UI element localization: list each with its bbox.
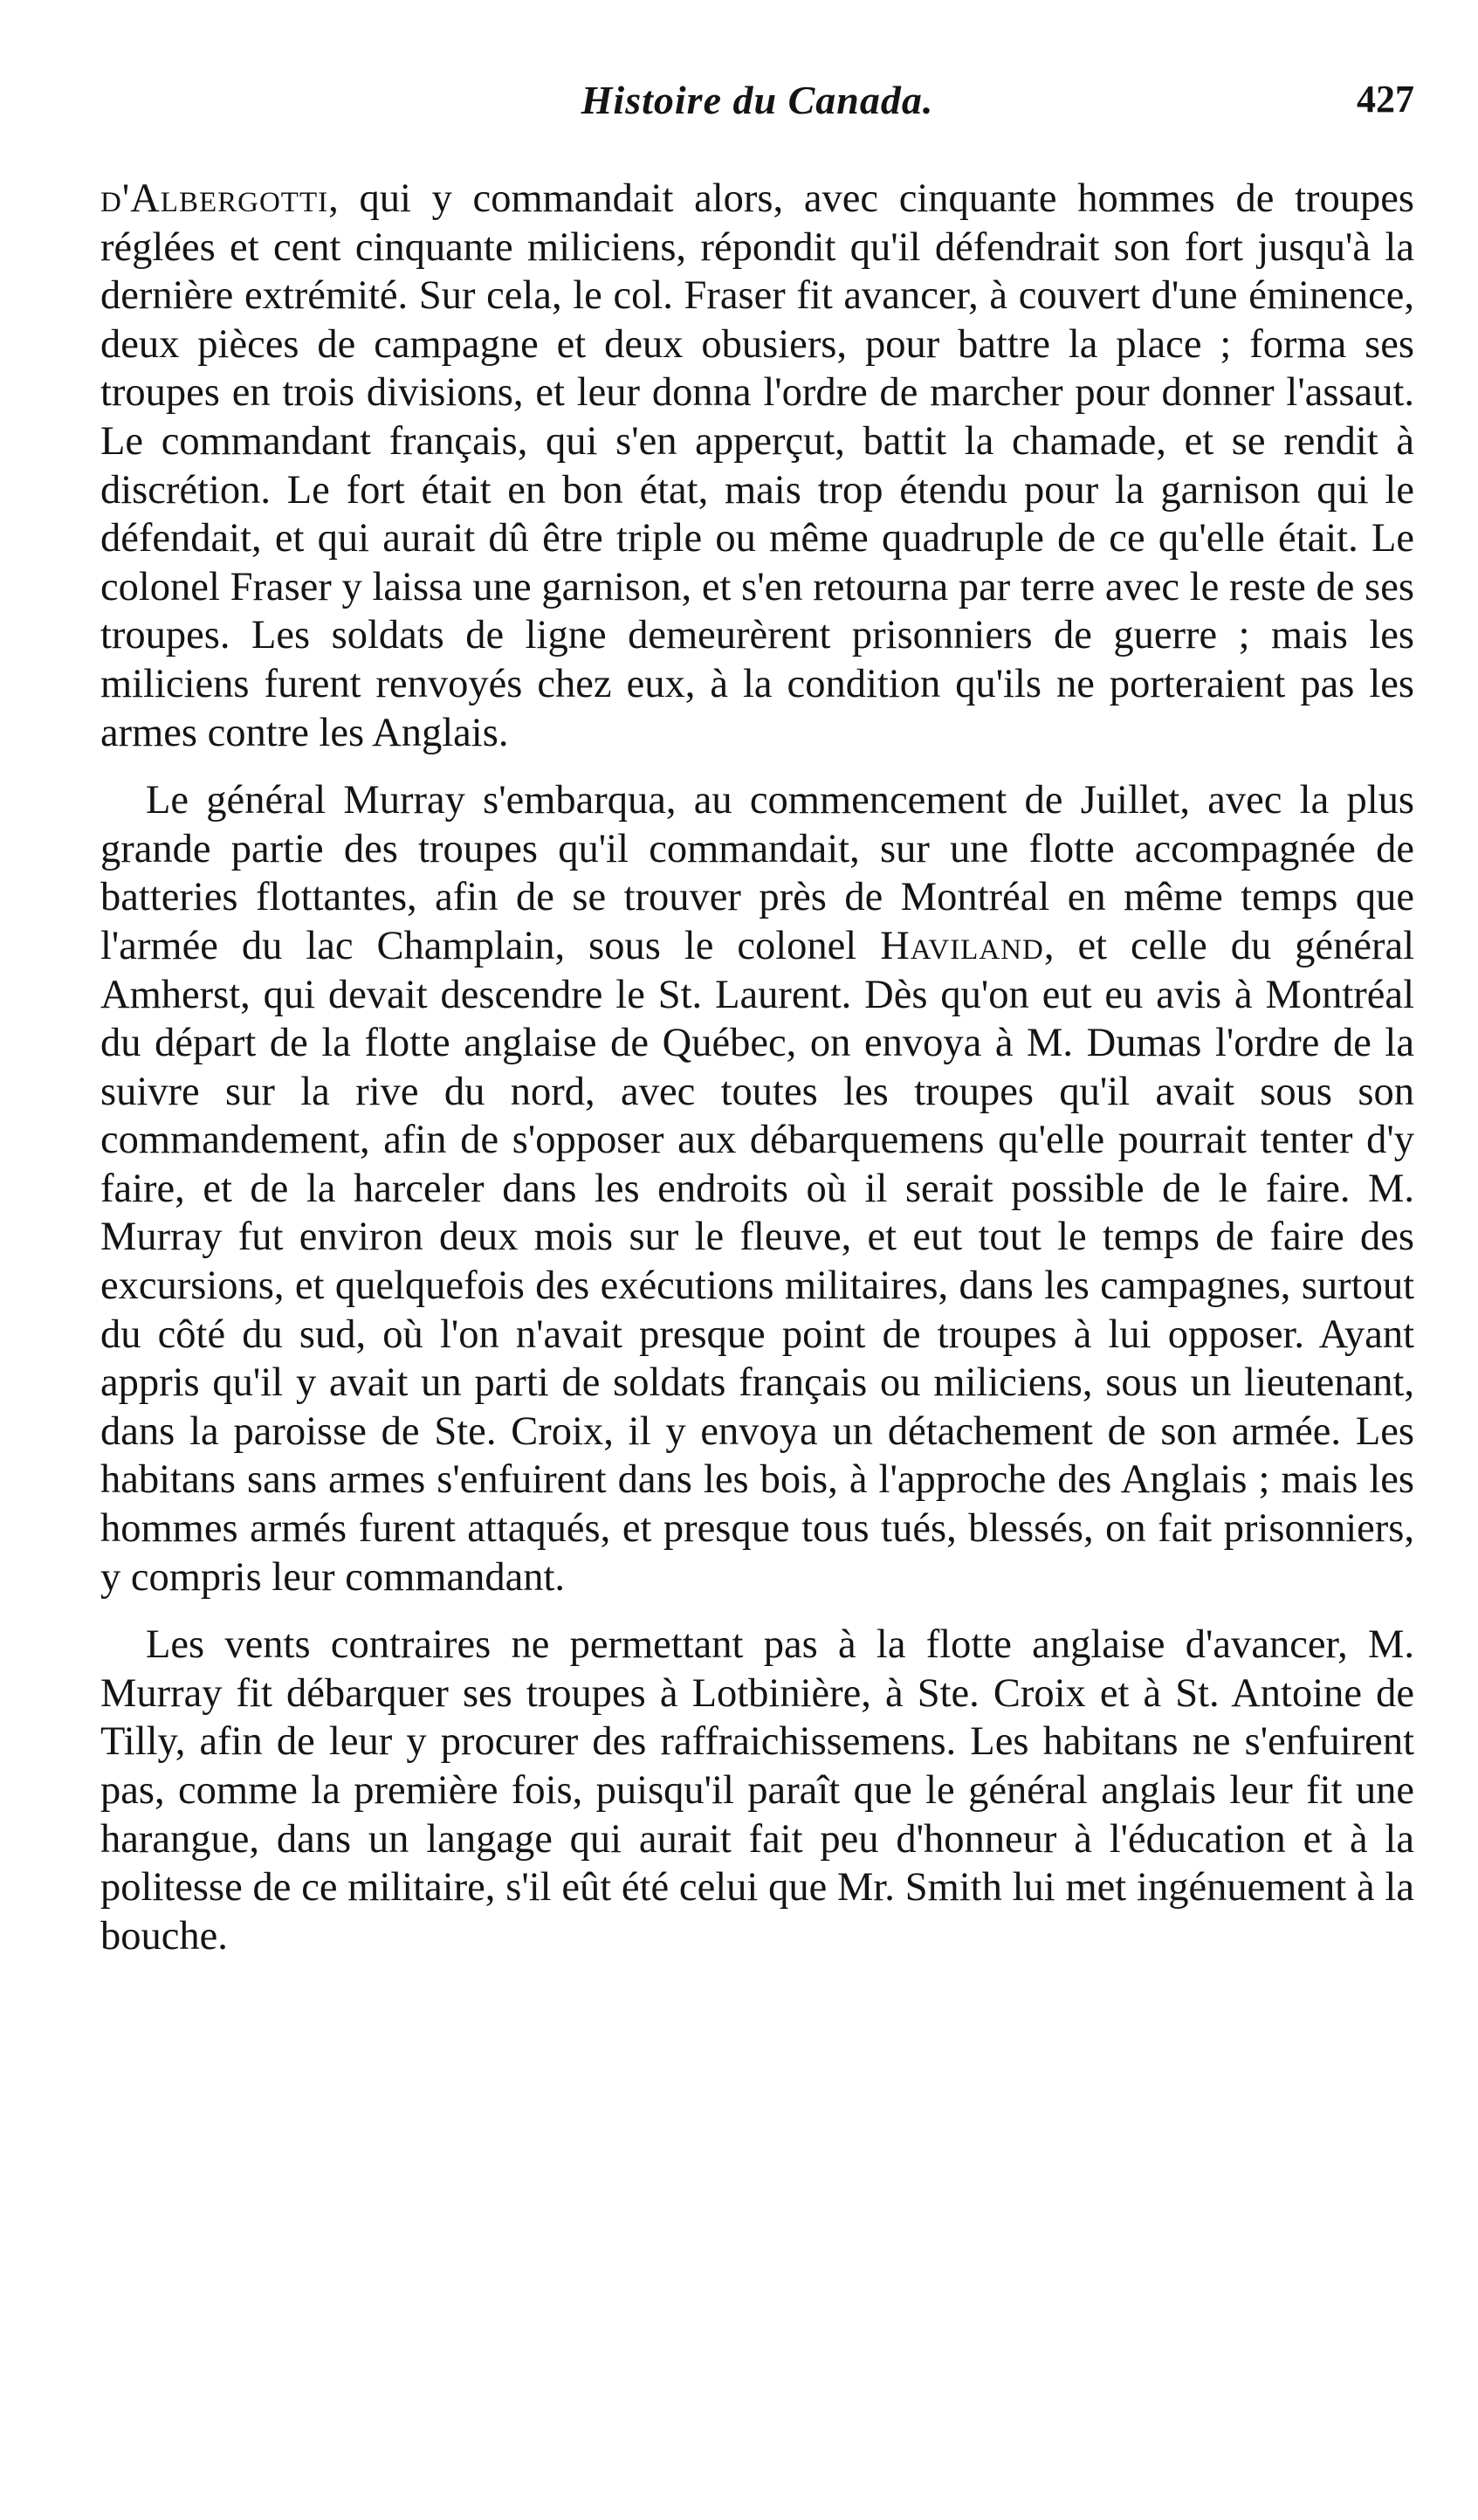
running-title: Histoire du Canada.	[581, 78, 934, 122]
small-caps-name: Haviland	[880, 923, 1044, 968]
paragraph-text-before: Le général Murray s'embarqua, au commencement de Juillet, avec la plus grande partie des troupes qu'il commandait, sur une flotte accompagnée de batteries flottantes, afin de se trouver près de Montréal en même temps que l'armée du lac Champlain, sous le colonel	[100, 778, 1414, 968]
paragraph-2	[100, 776, 1414, 1601]
running-head	[100, 77, 1414, 129]
small-caps-name: d'Albergotti	[100, 176, 329, 221]
book-page	[100, 77, 1414, 1960]
paragraph-1	[100, 175, 1414, 757]
paragraph-text-after: , et celle du général Amherst, qui devait descendre le St. Laurent. Dès qu'on eut eu avis à Montréal du départ de la flotte anglaise de Québec, on envoya à M. Dumas l'ordre de la suivre sur la rive du nord, avec toutes les troupes qu'il avait sous son commandement, afin de s'opposer aux débarquemens qu'elle pourrait tenter d'y faire, et de la harceler dans les endroits où il serait possible de le faire. M. Murray fut environ deux mois sur le fleuve, et eut tout le temps de faire des excursions, et quelquefois des exécutions militaires, dans les campagnes, surtout du côté du sud, où l'on n'avait presque point de troupes à lui opposer. Ayant appris qu'il y avait un parti de soldats français ou miliciens, sous un lieutenant, dans la paroisse de Ste. Croix, il y envoya un détachement de son armée. Les habitans sans armes s'enfuirent dans les bois, à l'approche des Anglais ; mais les hommes armés furent attaqués, et presque tous tués, blessés, on fait prisonniers, y compris leur commandant.	[100, 923, 1415, 1600]
paragraph-text: Les vents contraires ne permettant pas à la flotte anglaise d'avancer, M. Murray fit débarquer ses troupes à Lotbinière, à Ste. Croix et à St. Antoine de Tilly, afin de leur y procurer des raffraichissemens. Les habitans ne s'enfuirent pas, comme la première fois, puisqu'il paraît que le général anglais leur fit une harangue, dans un langage qui aurait fait peu d'honneur à l'éducation et à la politesse de ce militaire, s'il eût été celui que Mr. Smith lui met ingénuement à la bouche.	[100, 1622, 1414, 1959]
paragraph-text: , qui y commandait alors, avec cinquante hommes de troupes réglées et cent cinquante miliciens, répondit qu'il défendrait son fort jusqu'à la dernière extrémité. Sur cela, le col. Fraser fit avancer, à couvert d'une éminence, deux pièces de campagne et deux obusiers, pour battre la place ; forma ses troupes en trois divisions, et leur donna l'ordre de marcher pour donner l'assaut. Le commandant français, qui s'en apperçut, battit la chamade, et se rendit à discrétion. Le fort était en bon état, mais trop étendu pour la garnison qui le défendait, et qui aurait dû être triple ou même quadruple de ce qu'elle était. Le colonel Fraser y laissa une garnison, et s'en retourna par terre avec le reste de ses troupes. Les soldats de ligne demeurèrent prisonniers de guerre ; mais les miliciens furent renvoyés chez eux, à la condition qu'ils ne porteraient pas les armes contre les Anglais.	[100, 176, 1414, 755]
page-number: 427	[1357, 78, 1414, 120]
paragraph-3	[100, 1621, 1414, 1960]
